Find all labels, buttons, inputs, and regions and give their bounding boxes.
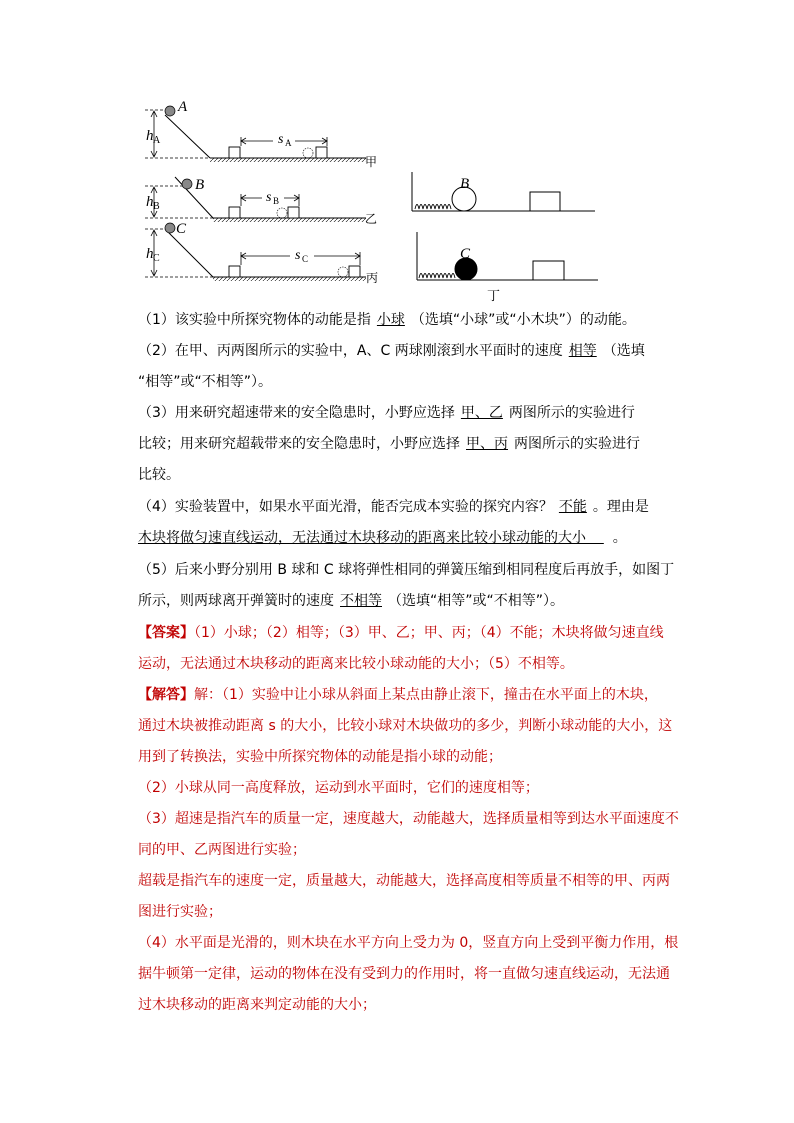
- answer-tag: 【答案】: [138, 625, 194, 641]
- block-b: [229, 207, 240, 218]
- label-sa-sub: A: [285, 138, 292, 148]
- q1-line: [138, 311, 683, 329]
- label-ball-b: B: [460, 176, 470, 192]
- ball-b: [182, 179, 192, 189]
- solution-text2: 通过木块被推动距离 s 的大小，比较小球对木块做功的多少，判断小球动能的大小，这: [138, 718, 673, 734]
- block-a: [229, 147, 240, 158]
- solution-line10: [138, 965, 683, 983]
- solution-text8: 图进行实验；: [138, 904, 222, 920]
- answer-text2: 运动，无法通过木块移动的距离来比较小球动能的大小；（5）不相等。: [138, 656, 574, 672]
- q5-line2: [138, 592, 683, 610]
- solution-text11: 过木块移动的距离来判定动能的大小；: [138, 997, 376, 1013]
- label-ha-sub: A: [153, 135, 161, 146]
- solution-line2: [138, 717, 683, 735]
- solution-text7: 超载是指汽车的速度一定，质量越大，动能越大，选择高度相等质量不相等的甲、丙两: [138, 873, 670, 889]
- label-hc-sub: C: [153, 253, 160, 264]
- label-b: B: [195, 177, 205, 193]
- label-sa: s: [278, 132, 284, 147]
- setup-bing: [145, 221, 378, 285]
- label-ha: h: [146, 128, 154, 144]
- setup-ding-c: [417, 232, 598, 303]
- solution-line7: [138, 872, 683, 890]
- q5-text: （5）后来小野分别用 B 球和 C 球将弹性相同的弹簧压缩到相同程度后再放手，如图丁: [138, 562, 675, 578]
- solution-line1: [138, 686, 683, 704]
- experiment-figure: [0, 0, 794, 310]
- label-sc: s: [295, 248, 301, 263]
- answer-line1: [138, 624, 683, 642]
- q4-reason: 木块将做匀速直线运动，无法通过木块移动的距离来比较小球动能的大小: [138, 530, 586, 546]
- q4-line2: [138, 529, 683, 547]
- q4-prefix: （4）实验装置中，如果水平面光滑，能否完成本实验的探究内容？: [138, 499, 553, 515]
- label-sb-sub: B: [273, 196, 280, 206]
- q4-suffix: 。理由是: [592, 499, 649, 515]
- solution-line5: [138, 810, 683, 828]
- label-a: A: [178, 99, 188, 115]
- q3-prefix2: 比较；用来研究超载带来的安全隐患时，小野应选择: [138, 436, 460, 452]
- q5-suffix: （选填“相等”或“不相等”）。: [388, 593, 565, 609]
- q1-suffix: （选填“小球”或“小木块”）的动能。: [410, 312, 636, 328]
- q4-line1: [138, 498, 683, 516]
- solution-tag: 【解答】: [138, 687, 194, 703]
- q2-suffix: （选填: [602, 343, 645, 359]
- label-c: C: [176, 221, 187, 237]
- solution-line9: [138, 934, 683, 952]
- q2-line2: [138, 373, 683, 391]
- q3-mid1: 两图所示的实验进行: [508, 405, 635, 421]
- label-hb: h: [146, 194, 154, 210]
- q3-mid2: 两图所示的实验进行: [514, 436, 640, 452]
- label-bing: 丙: [366, 271, 379, 285]
- q5-answer: 不相等: [340, 593, 382, 609]
- solution-text10: 据牛顿第一定律，运动的物体在没有受到力的作用时，将一直做匀速直线运动，无法通: [138, 966, 670, 982]
- solution-text5: （3）超速是指汽车的质量一定，速度越大，动能越大，选择质量相等到达水平面速度不: [138, 811, 679, 827]
- q4-end: 。: [612, 530, 627, 546]
- setup-ding-b: [412, 172, 595, 211]
- q5-prefix: 所示，则两球离开弹簧时的速度: [138, 593, 334, 609]
- block-c: [229, 266, 240, 277]
- label-sc-sub: C: [302, 254, 309, 264]
- q2-prefix: （2）在甲、丙两图所示的实验中，A、C 两球刚滚到水平面时的速度: [138, 343, 563, 359]
- solution-text6: 同的甲、乙两图进行实验；: [138, 842, 306, 858]
- q1-prefix: （1）该实验中所探究物体的动能是指: [138, 312, 371, 328]
- ball-c: [165, 223, 175, 233]
- setup-jia: [145, 99, 377, 169]
- label-yi: 乙: [365, 212, 378, 226]
- q3-line3: [138, 466, 683, 484]
- q3-line2: [138, 435, 683, 453]
- label-ball-c: C: [460, 246, 471, 262]
- q2-answer: 相等: [568, 343, 597, 359]
- answer-line2: [138, 655, 683, 673]
- solution-line4: [138, 779, 683, 797]
- q5-line1: [138, 561, 683, 579]
- solution-text4: （2）小球从同一高度释放，运动到水平面时，它们的速度相等；: [138, 780, 539, 796]
- solution-text9: （4）水平面是光滑的，则木块在水平方向上受力为 0，竖直方向上受到平衡力作用，根: [138, 935, 679, 951]
- q3-answer1: 甲、乙: [460, 405, 503, 421]
- label-jia: 甲: [365, 155, 378, 169]
- q2-options: “相等”或“不相等”）。: [138, 374, 273, 390]
- solution-line3: [138, 748, 683, 766]
- solution-text3: 用到了转换法，实验中所探究物体的动能是指小球的动能；: [138, 749, 502, 765]
- solution-line11: [138, 996, 683, 1014]
- ball-a: [165, 106, 175, 116]
- q3-prefix: （3）用来研究超速带来的安全隐患时，小野应选择: [138, 405, 455, 421]
- q1-answer: 小球: [376, 312, 405, 328]
- label-sb: s: [266, 190, 272, 205]
- solution-text1: 解：（1）实验中让小球从斜面上某点由静止滚下，撞击在水平面上的木块，: [194, 687, 658, 703]
- q3-answer2: 甲、丙: [466, 436, 508, 452]
- label-hb-sub: B: [153, 201, 160, 212]
- label-hc: h: [146, 246, 154, 262]
- solution-line8: [138, 903, 683, 921]
- q2-line1: [138, 342, 683, 360]
- q4-answer: 不能: [558, 499, 587, 515]
- setup-yi: [145, 177, 377, 226]
- q3-end: 比较。: [138, 467, 180, 483]
- label-ding: 丁: [487, 288, 501, 303]
- answer-text1: （1）小球；（2）相等；（3）甲、乙；甲、丙；（4）不能；木块将做匀速直线: [194, 625, 664, 641]
- q3-line1: [138, 404, 683, 422]
- solution-line6: [138, 841, 683, 859]
